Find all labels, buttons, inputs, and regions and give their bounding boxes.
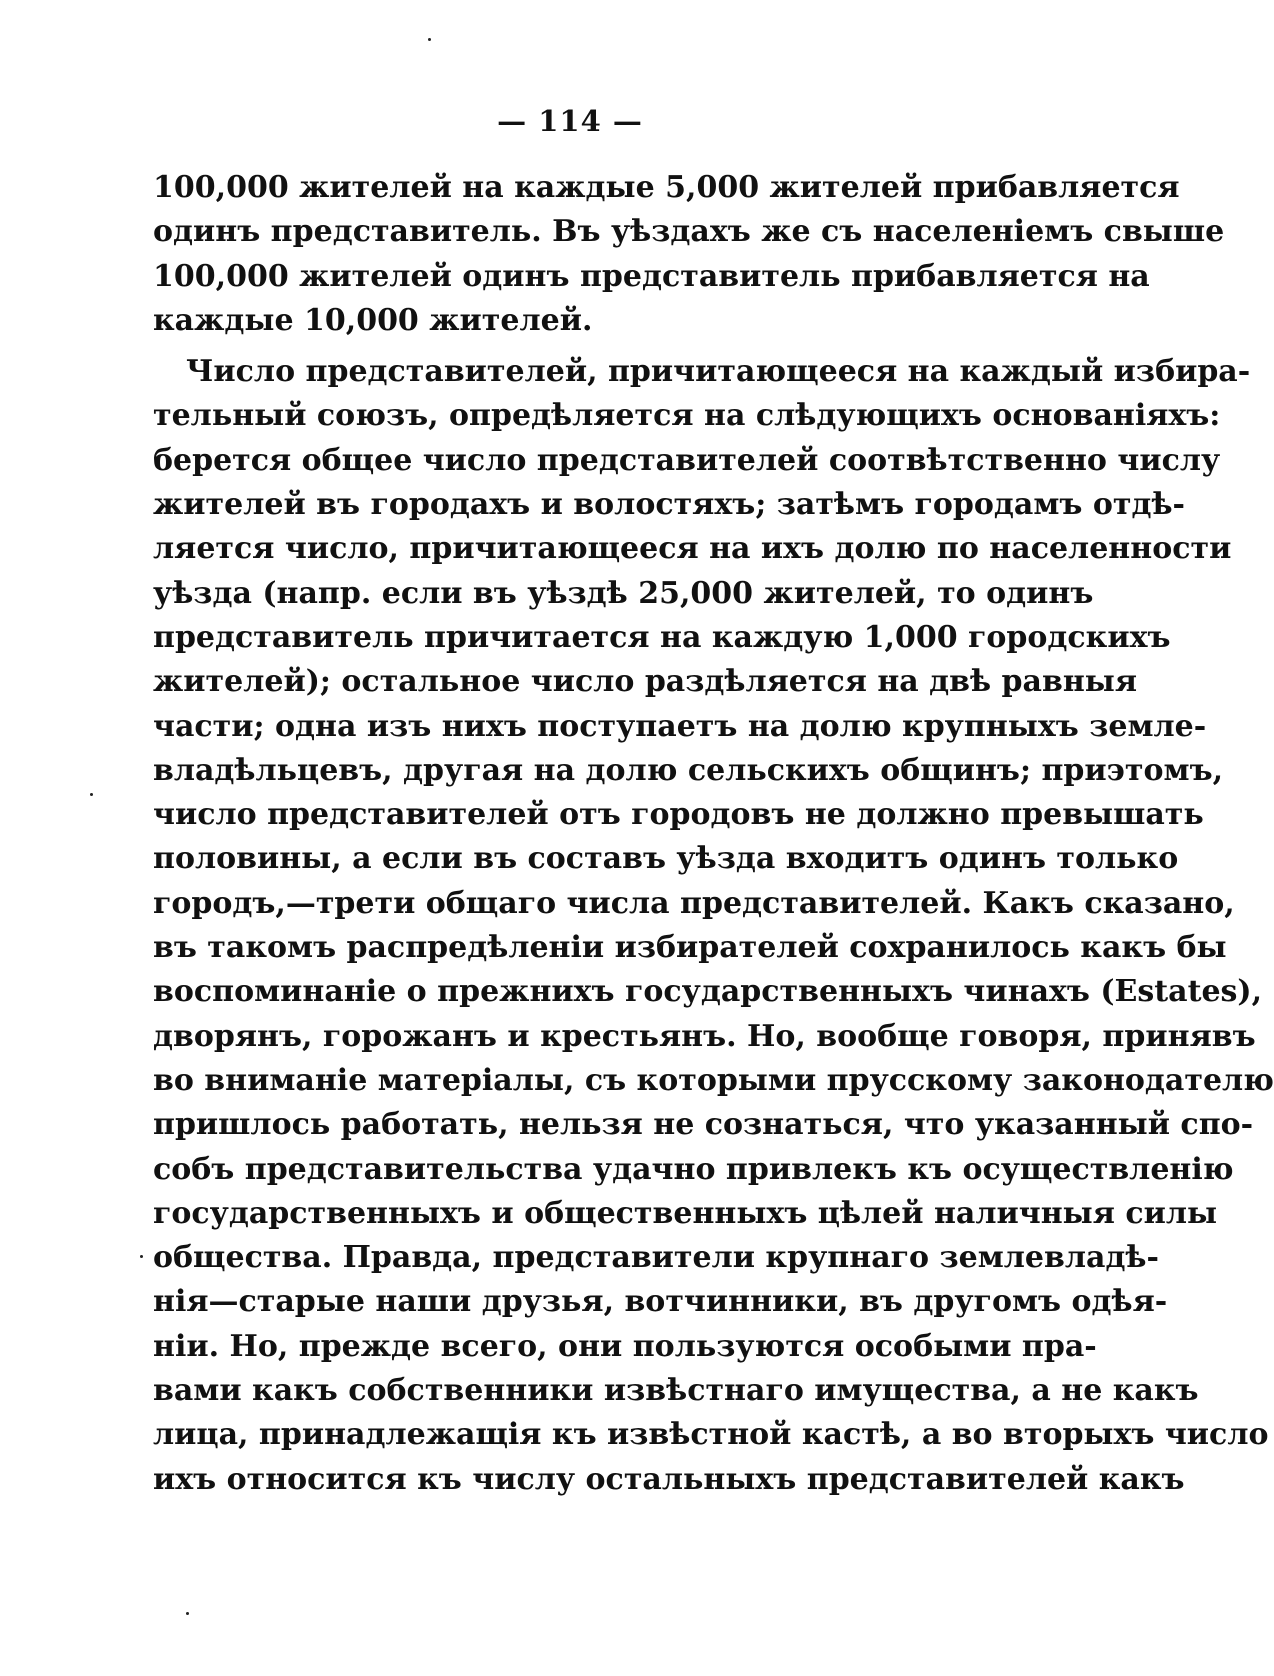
text-line: тельный союзъ, опредѣляется на слѣдующихъ основаніяхъ: xyxy=(153,398,1221,434)
text-line: 100,000 жителей на каждые 5,000 жителей прибавляется xyxy=(153,170,1180,205)
text-line: каждые 10,000 жителей. xyxy=(153,302,593,338)
text-line: лица, принадлежащія къ извѣстной кастѣ, а во вторыхъ число xyxy=(153,1417,1269,1453)
scan-speck xyxy=(140,1255,143,1258)
scan-speck xyxy=(186,1612,189,1615)
text-line: государственныхъ и общественныхъ цѣлей наличныя силы xyxy=(153,1195,1218,1231)
paragraph xyxy=(153,166,1225,343)
text-line: жителей); остальное число раздѣляется на двѣ равныя xyxy=(153,664,1138,700)
text-line: владѣльцевъ, другая на долю сельскихъ общинъ; приэтомъ, xyxy=(153,752,1224,788)
text-line: число представителей отъ городовъ не должно превышать xyxy=(153,797,1204,833)
text-line: берется общее число представителей соотвѣтственно числу xyxy=(153,442,1221,478)
paragraph xyxy=(153,350,1274,1502)
text-line: ніи. Но, прежде всего, они пользуются особыми пра- xyxy=(153,1328,1097,1364)
text-line: жителей въ городахъ и волостяхъ; затѣмъ городамъ отдѣ- xyxy=(153,487,1186,523)
text-line: ляется число, причитающееся на ихъ долю по населенности xyxy=(153,531,1232,567)
text-line: уѣзда (напр. если въ уѣздѣ 25,000 жителей, то одинъ xyxy=(153,575,1094,611)
scan-speck xyxy=(90,793,93,796)
text-line: во вниманіе матеріалы, съ которыми прусскому законодателю xyxy=(153,1062,1274,1098)
text-line: общества. Правда, представители крупнаго землевладѣ- xyxy=(153,1240,1159,1276)
text-line: вами какъ собственники извѣстнаго имущества, а не какъ xyxy=(153,1373,1199,1409)
text-line: части; одна изъ нихъ поступаетъ на долю крупныхъ земле- xyxy=(153,708,1207,744)
text-line: нія—старые наши друзья, вотчинники, въ другомъ одѣя- xyxy=(153,1284,1168,1320)
text-line: дворянъ, горожанъ и крестьянъ. Но, вообще говоря, принявъ xyxy=(153,1018,1256,1054)
page-number: — 114 — xyxy=(497,104,643,138)
text-line: половины, а если въ составъ уѣзда входитъ одинъ только xyxy=(153,841,1179,877)
text-line: собъ представительства удачно привлекъ къ осуществленію xyxy=(153,1151,1234,1187)
text-line: въ такомъ распредѣленіи избирателей сохранилось какъ бы xyxy=(153,930,1227,966)
text-line: пришлось работать, нельзя не сознаться, что указанный спо- xyxy=(153,1107,1254,1143)
text-line: Число представителей, причитающееся на каждый избира- xyxy=(186,354,1251,390)
text-line: одинъ представитель. Въ уѣздахъ же съ населеніемъ свыше xyxy=(153,214,1225,250)
text-line: воспоминаніе о прежнихъ государственныхъ чинахъ (Estates), xyxy=(153,974,1263,1010)
text-line: 100,000 жителей одинъ представитель прибавляется на xyxy=(153,258,1150,294)
scan-speck xyxy=(428,38,431,41)
text-line: ихъ относится къ числу остальныхъ представителей какъ xyxy=(153,1461,1185,1497)
body-text xyxy=(153,166,1274,1502)
text-line: представитель причитается на каждую 1,000 городскихъ xyxy=(153,619,1171,655)
text-line: городъ,—трети общаго числа представителей. Какъ сказано, xyxy=(153,885,1235,921)
